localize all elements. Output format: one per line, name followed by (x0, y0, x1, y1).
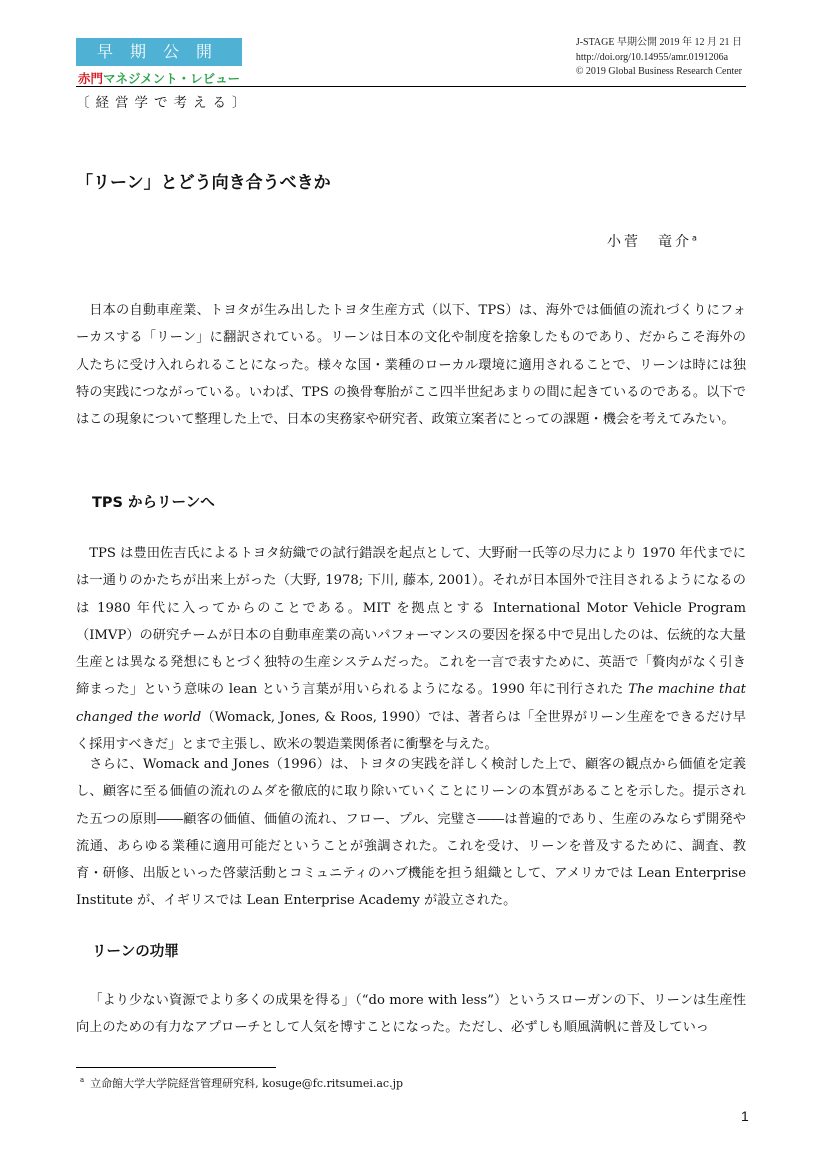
footnote (80, 1075, 403, 1091)
doi-link[interactable]: http://doi.org/10.14955/amr.0191206a (575, 51, 729, 63)
header-rule (76, 86, 746, 87)
journal-name-rest: マネジメント・レビュー (103, 71, 241, 86)
section-heading-tps-to-lean: TPS からリーンへ (92, 495, 215, 511)
section1-p1-after: （Womack, Jones, & Roos, 1990）では、著者らは「全世界がリーン生産をできるだけ早く採用すべきだ」とまで主張し、欧米の製造業関係者に衝撃を与えた。 (76, 709, 746, 753)
journal-name-red: 赤門 (78, 71, 104, 86)
book-title: The machine that changed the world (76, 682, 746, 725)
footnote-text: 立命館大学大学院経営管理研究科, kosuge@fc.ritsumei.ac.jp (90, 1077, 404, 1090)
section-heading-merits-demerits: リーンの功罪 (92, 944, 179, 960)
journal-meta (576, 36, 742, 80)
section1-paragraph-1 (76, 540, 746, 758)
intro-paragraph: 日本の自動車産業、トヨタが生み出したトヨタ生産方式（以下、TPS）は、海外では価値の流れづくりにフォーカスする「リーン」に翻訳されている。リーンは日本の文化や制度を捨象したものであり、だからこそ海外の人たちに受け入れられることになった。様々な国・業種のローカル環境に適用されることで、リーンは時には独特の実践につながっている。いわば、TPS の換骨奪胎がここ四半世紀あまりの間に起きているのである。以下ではこの現象について整理した上で、日本の実務家や研究者、政策立案者にとっての課題・機会を考えてみたい。 (76, 303, 746, 428)
author (607, 231, 697, 251)
copyright: © 2019 Global Business Research Center (575, 66, 742, 77)
journal-name (78, 69, 240, 87)
early-publication-badge: 早期公開 (76, 38, 242, 66)
author-name: 小菅 竜介 (607, 234, 692, 250)
section1-p1-before: TPS は豊田佐吉氏によるトヨタ紡織での試行錯誤を起点として、大野耐一氏等の尽力により 1970 年代までには一通りのかたちが出来上がった（大野, 1978; 下川, 藤本, 2001）。それが日本国外で注目されるようになるのは 1980 年代に入ってからのことである。MIT を拠点とする International Motor Vehicle Program（IMVP）の研究チームが日本の自動車産業の高いパフォーマンスの要因を探る中で見出したのは、伝統的な大量生産とは異なる発想にもとづく独特の生産システムだった。これを一言で表すために、英語で「贅肉がなく引き締まった」という意味の lean という言葉が用いられるようになる。1990 年に刊行された (76, 546, 746, 698)
article-title: 「リーン」とどう向き合うべきか (76, 173, 331, 193)
section2-paragraph-1: 「より少ない資源でより多くの成果を得る」（“do more with less”）というスローガンの下、リーンは生産性向上のための有力なアプローチとして人気を博すことになった。ただし、必ずしも順風満帆に普及していっ (76, 993, 746, 1036)
page-number: 1 (741, 1108, 749, 1124)
section-label: 〔経営学で考える〕 (76, 95, 252, 111)
footnote-mark: a (80, 1076, 85, 1085)
footnote-rule (76, 1067, 276, 1068)
section1-paragraph-2: さらに、Womack and Jones（1996）は、トヨタの実践を詳しく検討した上で、顧客の観点から価値を定義し、顧客に至る価値の流れのムダを徹底的に取り除いていくことにリーンの本質があることを示した。提示された五つの原則――顧客の価値、価値の流れ、フロー、プル、完璧さ――は普遍的であり、生産のみならず開発や流通、あらゆる業種に適用可能だということが強調された。これを受け、リーンを普及するために、調査、教育・研修、出版といった啓蒙活動とコミュニティのハブ機能を担う組織として、アメリカでは Lean Enterprise Institute が、イギリスでは Lean Enterprise Academy が設立された。 (76, 757, 746, 909)
release-date: J-STAGE 早期公開 2019 年 12 月 21 日 (575, 37, 742, 48)
author-affiliation-mark: a (692, 233, 697, 243)
